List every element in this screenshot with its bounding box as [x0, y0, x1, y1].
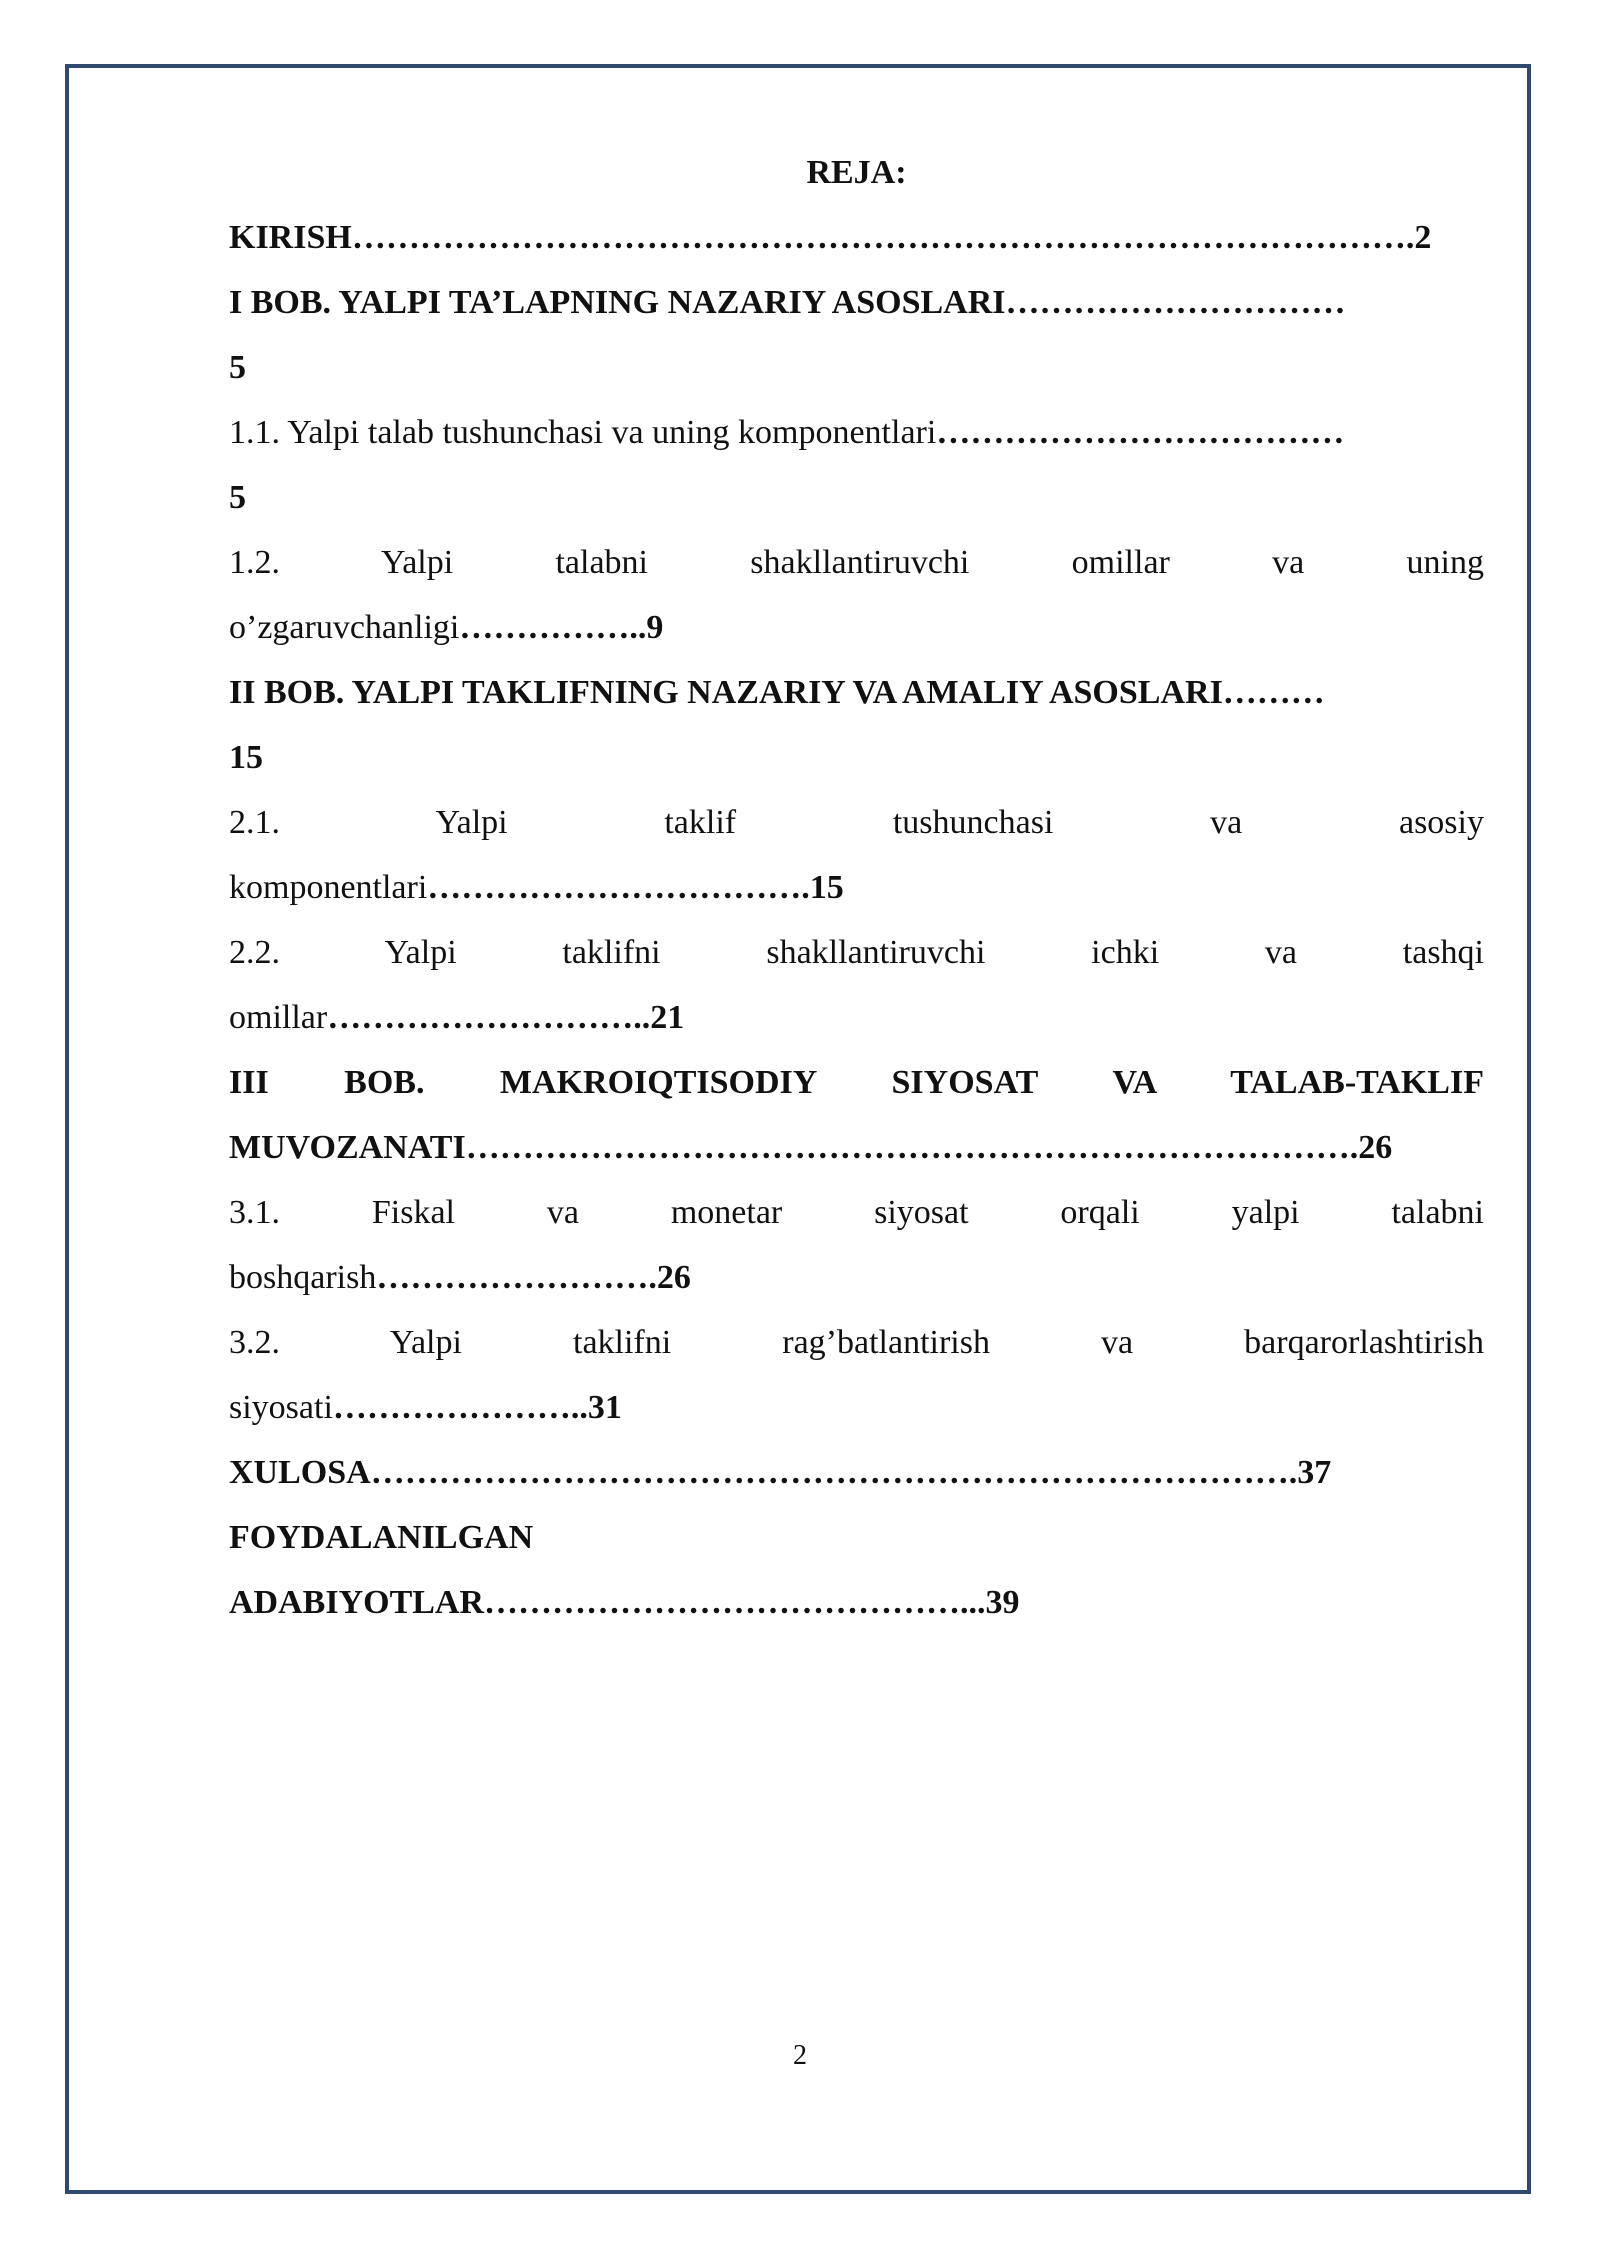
toc-section-3-2-leader: …………………..31 [332, 1389, 622, 1426]
toc-section-2-1-leader: …………………………….15 [427, 869, 844, 906]
toc-entry-chapter-3-cont: MUVOZANATI…………………………………………………………………….26 [229, 1129, 1393, 1166]
toc-page-section-1-1: 5 [229, 479, 246, 516]
toc-entry-chapter-1: I BOB. YALPI TA’LAPNING NAZARIY ASOSLARI………………………… [229, 284, 1346, 321]
toc-section-1-2-leader: ……………..9 [459, 609, 664, 646]
page-title: REJA: [806, 154, 907, 191]
toc-entry-chapter-2: II BOB. YALPI TAKLIFNING NAZARIY VA AMALIY ASOSLARI……… [229, 674, 1325, 711]
toc-section-1-1-leader: ……………………………… [936, 414, 1345, 451]
toc-entry-section-2-1-cont [229, 855, 1484, 920]
toc-entry-section-1-2: 1.2. Yalpi talabni shakllantiruvchi omillar va uning [229, 544, 1484, 581]
toc-section-2-2-title-end: omillar [229, 999, 328, 1036]
toc-entry-section-2-1: 2.1. Yalpi taklif tushunchasi va asosiy [229, 804, 1484, 841]
toc-section-1-2-title-end: o’zgaruvchanligi [229, 609, 460, 646]
page-number: 2 [793, 2040, 807, 2071]
toc-entry-references-cont: ADABIYOTLAR……………………………………...39 [229, 1584, 1020, 1621]
table-of-contents [229, 140, 1484, 1635]
toc-entry-section-2-2-cont [229, 985, 1484, 1050]
toc-entry-section-3-2: 3.2. Yalpi taklifni rag’batlantirish va barqarorlashtirish [229, 1324, 1484, 1361]
toc-entry-section-2-2: 2.2. Yalpi taklifni shakllantiruvchi ichki va tashqi [229, 934, 1484, 971]
toc-entry-section-3-1: 3.1. Fiskal va monetar siyosat orqali yalpi talabni [229, 1194, 1484, 1231]
toc-entry-section-3-2-cont [229, 1375, 1484, 1440]
toc-entry-section-1-2-cont [229, 595, 1484, 660]
toc-section-3-2-title-end: siyosati [229, 1389, 333, 1426]
toc-entry-kirish: KIRISH………………………………………………………………………………….2 [229, 219, 1432, 256]
toc-entry-section-1-1 [229, 400, 1484, 465]
toc-page-chapter-1: 5 [229, 349, 246, 386]
toc-entry-references: FOYDALANILGAN [229, 1519, 534, 1556]
toc-section-3-1-title-end: boshqarish [229, 1259, 377, 1296]
toc-entry-chapter-3: III BOB. MAKROIQTISODIY SIYOSAT VA TALAB-TAKLIF [229, 1064, 1484, 1101]
toc-entry-xulosa: XULOSA……………………………………………………………………….37 [229, 1454, 1332, 1491]
toc-section-3-1-leader: …………………….26 [376, 1259, 691, 1296]
toc-entry-section-3-1-cont [229, 1245, 1484, 1310]
toc-section-2-1-title-end: komponentlari [229, 869, 428, 906]
toc-page-chapter-2: 15 [229, 739, 263, 776]
toc-section-2-2-leader: ………………………..21 [327, 999, 685, 1036]
toc-section-1-1-title: 1.1. Yalpi talab tushunchasi va uning komponentlari [229, 414, 937, 451]
